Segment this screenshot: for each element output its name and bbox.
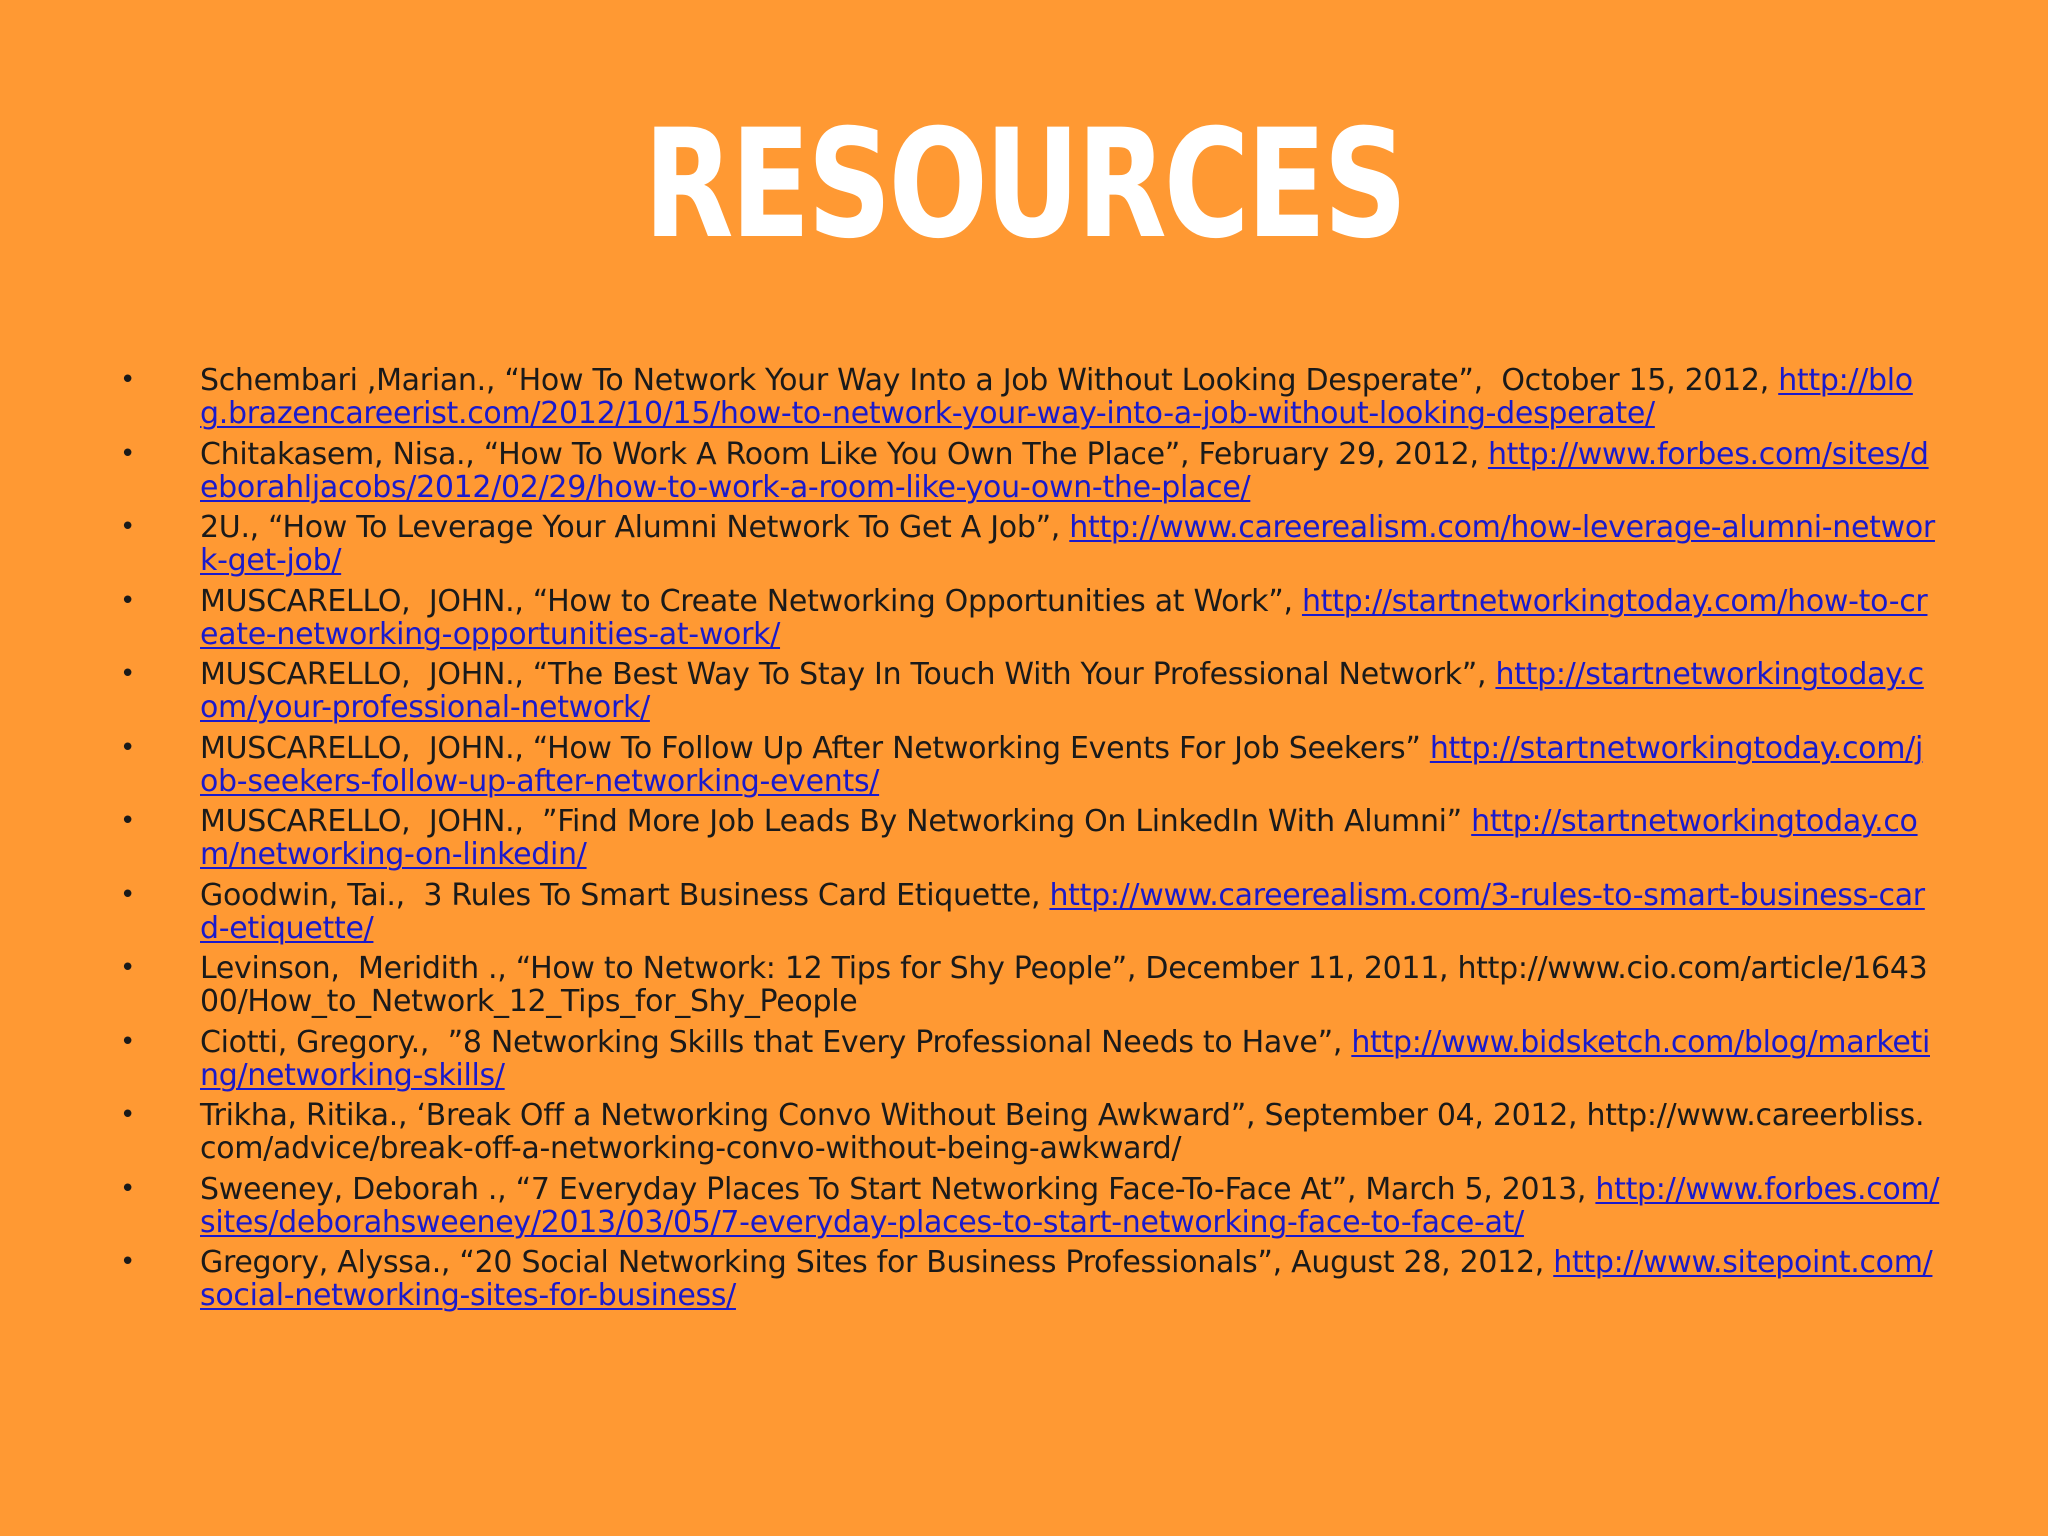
reference-citation: 2U., “How To Leverage Your Alumni Network To Get A Job”, xyxy=(200,510,1070,545)
bullet-icon: • xyxy=(120,365,136,395)
reference-link[interactable]: http://www.forbes.com/sites/deborahsweeney/2013/03/05/7-everyday-places-to-start-networking-face-to-face-at/ xyxy=(200,1171,1940,1240)
bullet-icon: • xyxy=(120,659,136,689)
reference-link[interactable]: http://startnetworkingtoday.com/job-seekers-follow-up-after-networking-events/ xyxy=(200,730,1923,799)
reference-item xyxy=(120,1246,1940,1312)
reference-citation: Sweeney, Deborah ., “7 Everyday Places To Start Networking Face-To-Face At”, March 5, 2013, xyxy=(200,1171,1596,1207)
reference-link[interactable]: http://startnetworkingtoday.com/networking-on-linkedin/ xyxy=(200,804,1918,872)
reference-item xyxy=(120,438,1940,504)
bullet-icon: • xyxy=(120,879,136,910)
reference-link[interactable]: http://startnetworkingtoday.com/your-professional-network/ xyxy=(200,657,1924,725)
reference-link[interactable]: http://www.careerealism.com/3-rules-to-smart-business-card-etiquette/ xyxy=(200,877,1925,946)
bullet-icon: • xyxy=(120,1247,136,1277)
reference-link[interactable]: http://www.sitepoint.com/social-networking-sites-for-business/ xyxy=(200,1245,1933,1313)
reference-url-text: http://www.careerbliss.com/advice/break-off-a-networking-convo-without-being-awkward/ xyxy=(200,1098,1925,1166)
reference-link[interactable]: http://www.careerealism.com/how-leverage-alumni-network-get-job/ xyxy=(200,510,1935,578)
reference-link[interactable]: http://blog.brazencareerist.com/2012/10/15/how-to-network-your-way-into-a-job-without-looking-desperate/ xyxy=(200,363,1913,431)
reference-link[interactable]: http://www.bidsketch.com/blog/marketing/networking-skills/ xyxy=(200,1024,1930,1093)
bullet-icon: • xyxy=(120,585,136,616)
reference-item xyxy=(120,1099,1940,1165)
bullet-icon: • xyxy=(120,438,136,469)
bullet-icon: • xyxy=(120,806,136,836)
reference-list xyxy=(120,364,1940,1320)
reference-item xyxy=(120,1026,1940,1092)
reference-link[interactable]: http://startnetworkingtoday.com/how-to-create-networking-opportunities-at-work/ xyxy=(200,583,1928,652)
reference-citation: Trikha, Ritika., ‘Break Off a Networking Convo Without Being Awkward”, September 04, 2012, xyxy=(200,1098,1587,1133)
reference-item xyxy=(120,658,1940,724)
reference-citation: Levinson, Meridith ., “How to Network: 12 Tips for Shy People”, December 11, 2011, xyxy=(200,951,1458,986)
reference-citation: Schembari ,Marian., “How To Network Your Way Into a Job Without Looking Desperate”, October 15, 2012, xyxy=(200,363,1779,398)
reference-citation: MUSCARELLO, JOHN., “How To Follow Up After Networking Events For Job Seekers” xyxy=(200,730,1430,766)
reference-citation: Gregory, Alyssa., “20 Social Networking Sites for Business Professionals”, August 28, 2012, xyxy=(200,1245,1554,1280)
reference-citation: MUSCARELLO, JOHN., ”Find More Job Leads By Networking On LinkedIn With Alumni” xyxy=(200,804,1472,839)
reference-item xyxy=(120,952,1940,1018)
page-title: RESOURCES xyxy=(643,98,1405,272)
bullet-icon: • xyxy=(120,953,136,983)
reference-citation: Goodwin, Tai., 3 Rules To Smart Business Card Etiquette, xyxy=(200,877,1050,913)
bullet-icon: • xyxy=(120,512,136,542)
reference-citation: Ciotti, Gregory., ”8 Networking Skills that Every Professional Needs to Have”, xyxy=(200,1024,1352,1060)
reference-citation: Chitakasem, Nisa., “How To Work A Room Like You Own The Place”, February 29, 2012, xyxy=(200,436,1488,472)
bullet-icon: • xyxy=(120,1100,136,1130)
reference-item xyxy=(120,1173,1940,1239)
reference-item xyxy=(120,364,1940,430)
reference-citation: MUSCARELLO, JOHN., “How to Create Networking Opportunities at Work”, xyxy=(200,583,1302,619)
reference-item xyxy=(120,879,1940,945)
reference-url-text: http://www.cio.com/article/164300/How_to_Network_12_Tips_for_Shy_People xyxy=(200,951,1928,1019)
reference-item xyxy=(120,805,1940,871)
reference-link[interactable]: http://www.forbes.com/sites/deborahljacobs/2012/02/29/how-to-work-a-room-like-you-own-the-place/ xyxy=(200,436,1929,505)
reference-item xyxy=(120,511,1940,577)
bullet-icon: • xyxy=(120,1173,136,1204)
reference-citation: MUSCARELLO, JOHN., “The Best Way To Stay In Touch With Your Professional Network”, xyxy=(200,657,1496,692)
reference-item xyxy=(120,585,1940,651)
bullet-icon: • xyxy=(120,1026,136,1057)
reference-item xyxy=(120,732,1940,798)
bullet-icon: • xyxy=(120,732,136,763)
